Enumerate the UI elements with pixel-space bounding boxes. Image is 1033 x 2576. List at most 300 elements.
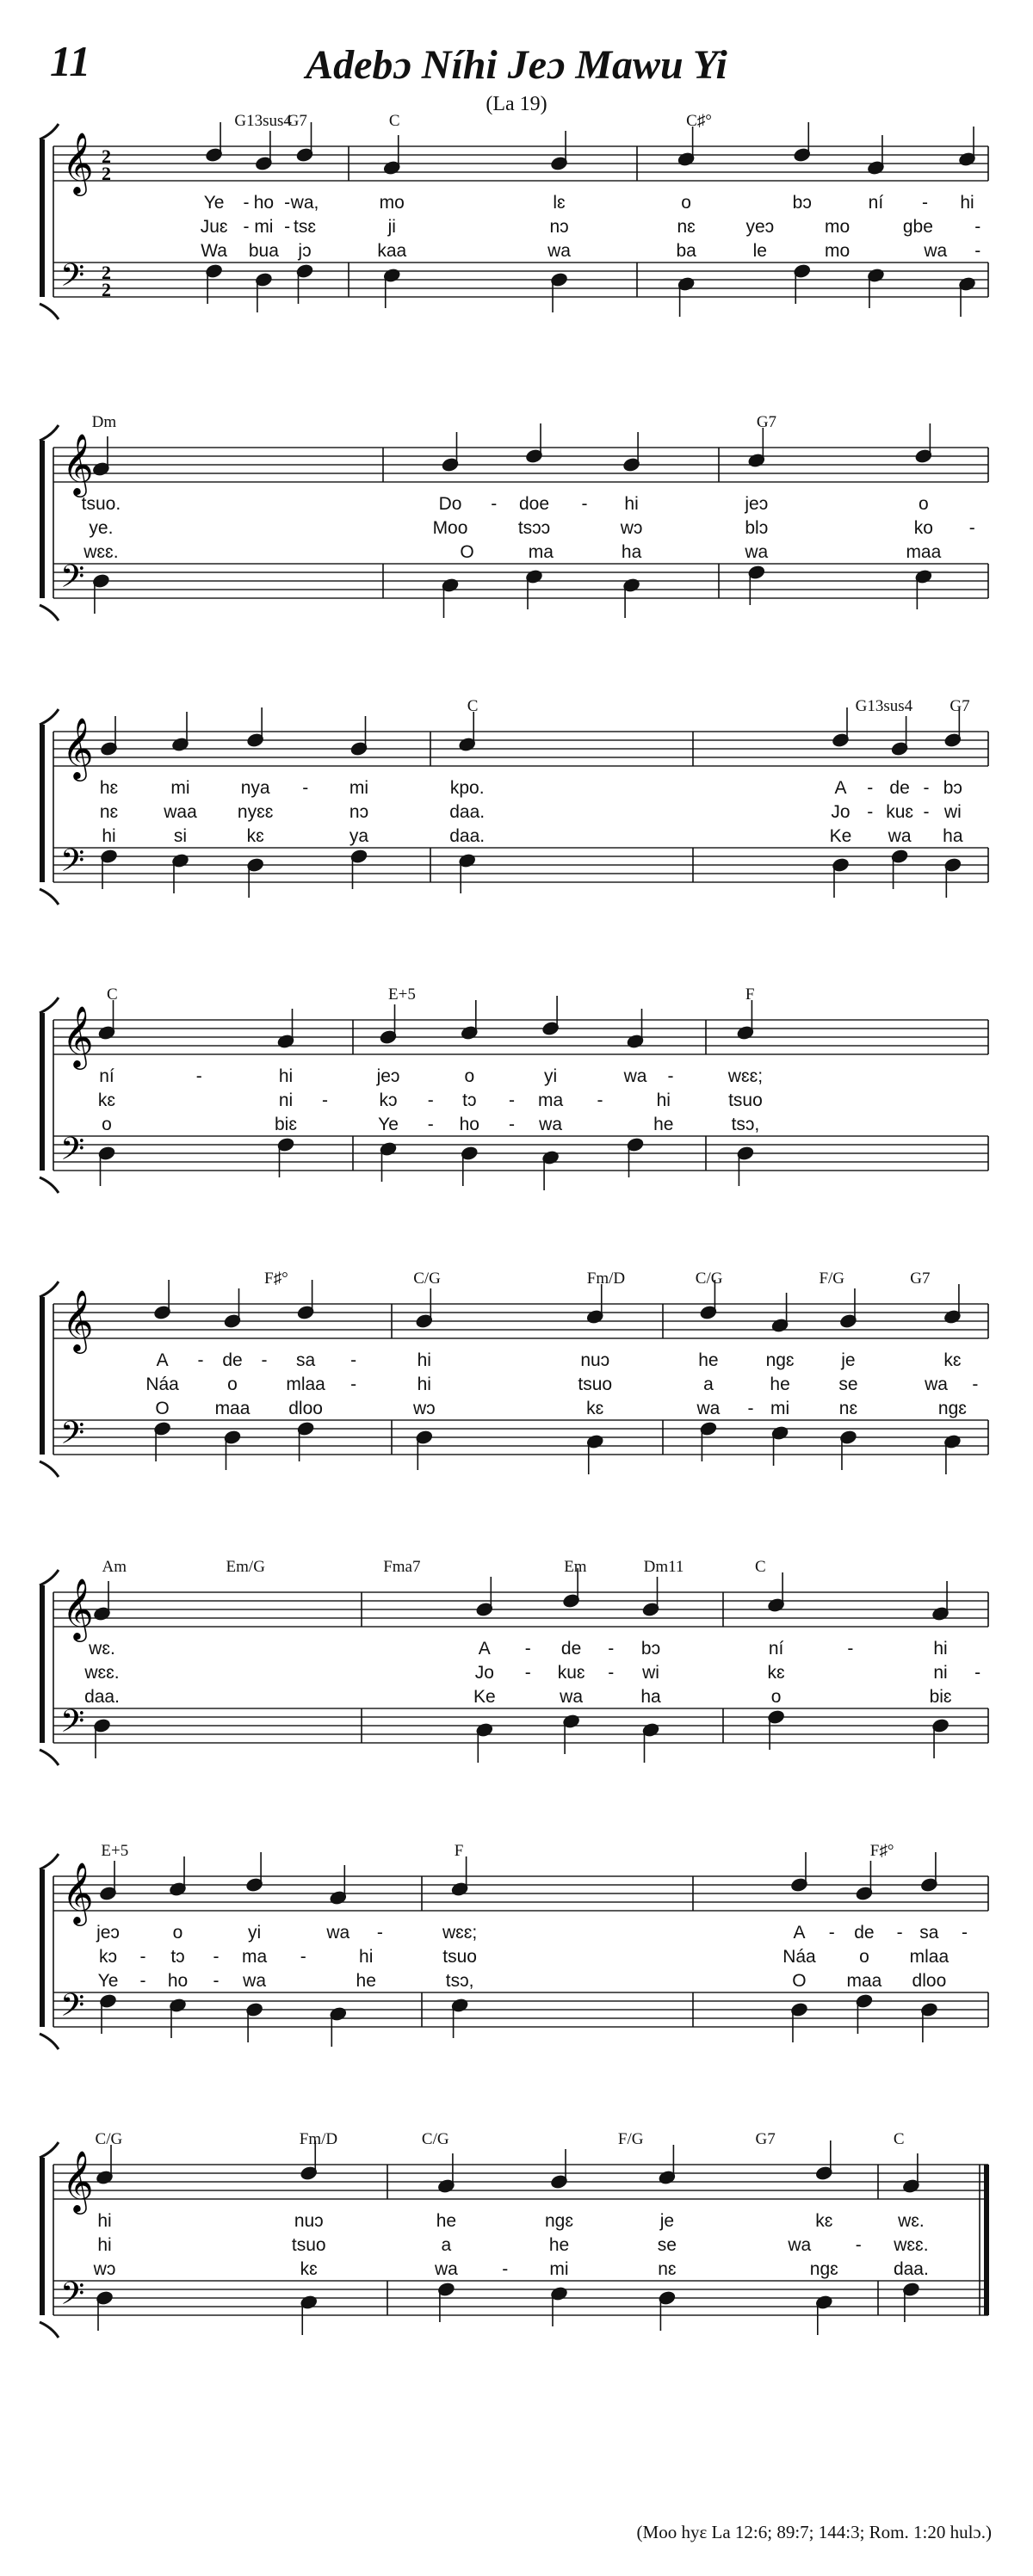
lyric-syllable: - bbox=[300, 1947, 306, 1967]
lyric-syllable: Moo bbox=[432, 518, 468, 538]
lyric-syllable: he bbox=[770, 1374, 790, 1394]
lyric-syllable: ngɛ bbox=[809, 2259, 838, 2279]
lyric-syllable: bɔ bbox=[792, 193, 812, 213]
lyric-syllable: yeɔ bbox=[745, 217, 775, 237]
final-thick-barline bbox=[984, 2165, 989, 2315]
lyric-syllable: kɛ bbox=[97, 1090, 116, 1110]
lyric-syllable: nuɔ bbox=[580, 1350, 610, 1370]
chord-symbol: G7 bbox=[949, 697, 970, 715]
lyric-syllable: - bbox=[284, 217, 291, 237]
lyric-syllable: de bbox=[889, 778, 910, 798]
lyric-syllable: wɔ bbox=[412, 1399, 436, 1418]
lyric-syllable: nyɛɛ bbox=[237, 802, 274, 822]
chord-symbol: G7 bbox=[287, 112, 307, 130]
lyric-syllable: Ke bbox=[473, 1687, 496, 1707]
lyric-syllable: jeɔ bbox=[745, 494, 769, 514]
lyric-syllable: nɔ bbox=[349, 802, 369, 822]
lyric-syllable: o bbox=[770, 1687, 782, 1707]
lyric-syllable: - bbox=[867, 778, 874, 798]
lyric-syllable: tsuo. bbox=[81, 494, 121, 514]
system-bracket bbox=[40, 1585, 45, 1743]
lyric-syllable: - bbox=[828, 1923, 835, 1943]
lyric-syllable: bɔ bbox=[640, 1639, 661, 1659]
lyric-syllable: wɛɛ; bbox=[442, 1923, 478, 1943]
lyric-syllable: ngɛ bbox=[765, 1350, 795, 1370]
bracket-bottom-curl bbox=[40, 1461, 59, 1477]
chord-symbol: C bbox=[893, 2130, 905, 2148]
lyric-syllable: - bbox=[213, 1947, 220, 1967]
lyric-syllable: mi bbox=[254, 217, 274, 237]
lyric-syllable: kuɛ bbox=[886, 802, 914, 822]
lyric-syllable: wɔ bbox=[93, 2259, 116, 2279]
lyric-syllable: maa bbox=[214, 1399, 251, 1418]
treble-time-signature-top: 2 bbox=[102, 145, 111, 167]
lyric-syllable: - bbox=[322, 1090, 328, 1110]
lyric-syllable: hi bbox=[97, 2235, 112, 2255]
chord-symbol: Em bbox=[564, 1558, 587, 1576]
lyric-syllable: hi bbox=[960, 193, 974, 213]
lyric-syllable: tsuo bbox=[728, 1090, 763, 1110]
bass-clef: 𝄢 bbox=[60, 2276, 85, 2320]
bracket-bottom-curl bbox=[40, 605, 59, 621]
lyric-syllable: - bbox=[974, 241, 981, 261]
lyric-syllable: he bbox=[356, 1971, 376, 1991]
lyric-syllable: doe bbox=[518, 494, 550, 514]
lyric-syllable: - bbox=[139, 1947, 146, 1967]
lyric-syllable: Ke bbox=[829, 826, 852, 846]
lyric-syllable: gbe bbox=[902, 217, 933, 237]
chord-symbol: C/G bbox=[95, 2130, 123, 2148]
lyric-syllable: si bbox=[173, 826, 188, 846]
lyric-syllable: hi bbox=[624, 494, 639, 514]
lyric-syllable: de bbox=[560, 1639, 582, 1659]
lyric-syllable: yi bbox=[248, 1923, 262, 1943]
bracket-top-curl bbox=[40, 1854, 59, 1869]
lyric-syllable: ma bbox=[528, 542, 554, 562]
system-2 bbox=[40, 413, 988, 621]
lyric-syllable: daa. bbox=[893, 2259, 929, 2279]
chord-symbol: C/G bbox=[421, 2130, 449, 2148]
lyric-syllable: de bbox=[222, 1350, 243, 1370]
treble-clef: 𝄞 bbox=[62, 1288, 94, 1351]
lyric-syllable: kɔ bbox=[379, 1090, 398, 1110]
lyric-syllable: - bbox=[376, 1923, 383, 1943]
lyric-syllable: A bbox=[793, 1923, 806, 1943]
system-1 bbox=[40, 112, 988, 319]
system-3 bbox=[40, 697, 988, 905]
lyric-syllable: Jo bbox=[474, 1663, 494, 1683]
lyric-syllable: le bbox=[752, 241, 767, 261]
bass-clef: 𝄢 bbox=[60, 257, 85, 301]
lyric-syllable: mo bbox=[824, 217, 851, 237]
lyric-syllable: - bbox=[197, 1350, 204, 1370]
lyric-syllable: wɛɛ; bbox=[727, 1066, 764, 1086]
lyric-syllable: se bbox=[838, 1374, 858, 1394]
lyric-syllable: sa bbox=[919, 1923, 939, 1943]
lyric-syllable: hi bbox=[417, 1350, 431, 1370]
lyric-syllable: Ye bbox=[378, 1115, 399, 1134]
lyric-syllable: Juɛ bbox=[200, 217, 228, 237]
system-bracket bbox=[40, 441, 45, 598]
lyric-syllable: nɛ bbox=[838, 1399, 858, 1418]
system-bracket bbox=[40, 2158, 45, 2315]
lyric-syllable: - bbox=[524, 1639, 531, 1659]
lyric-syllable: jeɔ bbox=[376, 1066, 400, 1086]
lyric-syllable: ni bbox=[933, 1663, 948, 1683]
lyric-syllable: sa bbox=[296, 1350, 316, 1370]
bass-clef: 𝄢 bbox=[60, 1131, 85, 1175]
lyric-syllable: mi bbox=[770, 1399, 790, 1418]
lyric-syllable: biɛ bbox=[929, 1687, 952, 1707]
chord-symbol: F bbox=[454, 1842, 464, 1860]
lyric-syllable: ní bbox=[99, 1066, 114, 1086]
lyric-syllable: - bbox=[747, 1399, 754, 1418]
lyric-syllable: je bbox=[841, 1350, 856, 1370]
lyric-syllable: O bbox=[792, 1971, 807, 1991]
lyric-syllable: bɔ bbox=[943, 778, 962, 798]
lyric-syllable: ha bbox=[621, 542, 642, 562]
lyric-syllable: he bbox=[436, 2211, 457, 2231]
lyric-syllable: o bbox=[172, 1923, 183, 1943]
lyric-syllable: - bbox=[923, 778, 930, 798]
lyric-syllable: hi bbox=[417, 1374, 431, 1394]
system-bracket bbox=[40, 1297, 45, 1455]
lyric-syllable: kɛ bbox=[300, 2259, 318, 2279]
lyric-syllable: o bbox=[681, 193, 691, 213]
lyric-syllable: wɛɛ. bbox=[84, 1663, 120, 1683]
bass-time-signature-bottom: 2 bbox=[102, 279, 111, 300]
lyric-syllable: ha bbox=[943, 826, 963, 846]
lyric-syllable: wɛɛ. bbox=[84, 542, 119, 562]
lyric-syllable: kaa bbox=[377, 241, 407, 261]
lyric-syllable: ngɛ bbox=[937, 1399, 967, 1418]
lyric-syllable: ho bbox=[459, 1115, 479, 1134]
lyric-syllable: daa. bbox=[449, 826, 486, 846]
lyric-syllable: wa bbox=[788, 2235, 812, 2255]
lyric-syllable: de bbox=[854, 1923, 875, 1943]
lyric-syllable: ní bbox=[768, 1639, 784, 1659]
chord-symbol: Fm/D bbox=[299, 2130, 338, 2148]
treble-clef: 𝄞 bbox=[62, 1861, 94, 1924]
system-bracket bbox=[40, 1013, 45, 1171]
lyric-syllable: Ye bbox=[97, 1971, 119, 1991]
lyric-syllable: wa bbox=[925, 1374, 948, 1394]
lyric-syllable: - bbox=[427, 1090, 434, 1110]
lyric-syllable: ho bbox=[253, 193, 275, 213]
chord-symbol: C/G bbox=[413, 1269, 441, 1288]
lyric-syllable: biɛ bbox=[275, 1115, 297, 1134]
lyric-syllable: Náa bbox=[145, 1374, 179, 1394]
lyric-syllable: mi bbox=[549, 2259, 569, 2279]
chord-symbol: Dm bbox=[91, 413, 117, 431]
hymn-number: 11 bbox=[50, 37, 91, 85]
lyric-syllable: tɔ bbox=[170, 1947, 185, 1967]
lyric-syllable: wa bbox=[888, 826, 912, 846]
lyric-syllable: Ye bbox=[203, 193, 225, 213]
lyric-syllable: - bbox=[350, 1350, 357, 1370]
lyric-syllable: - bbox=[243, 217, 250, 237]
lyric-syllable: tɔ bbox=[462, 1090, 477, 1110]
lyric-syllable: lɛ bbox=[553, 193, 566, 213]
lyric-syllable: he bbox=[653, 1115, 674, 1134]
lyric-syllable: Náa bbox=[782, 1947, 816, 1967]
chord-symbol: F/G bbox=[617, 2130, 644, 2148]
lyric-syllable: o bbox=[464, 1066, 475, 1086]
lyric-syllable: hi bbox=[933, 1639, 948, 1659]
chord-symbol: E+5 bbox=[388, 985, 416, 1004]
bracket-top-curl bbox=[40, 425, 59, 441]
chord-symbol: G7 bbox=[755, 2130, 776, 2148]
bracket-top-curl bbox=[40, 2142, 59, 2158]
system-bracket bbox=[40, 1869, 45, 2027]
system-8 bbox=[40, 2130, 989, 2338]
lyric-syllable: - bbox=[974, 1663, 981, 1683]
bracket-top-curl bbox=[40, 124, 59, 139]
treble-clef: 𝄞 bbox=[62, 716, 94, 779]
lyric-syllable: - bbox=[509, 1090, 515, 1110]
chord-symbol: C bbox=[388, 112, 400, 130]
lyric-syllable: tsuo bbox=[578, 1374, 613, 1394]
lyric-syllable: - bbox=[261, 1350, 268, 1370]
bracket-bottom-curl bbox=[40, 1750, 59, 1765]
lyric-syllable: O bbox=[460, 542, 474, 562]
chord-symbol: G7 bbox=[756, 413, 777, 431]
lyric-syllable: - bbox=[139, 1971, 146, 1991]
chord-symbol: C bbox=[754, 1558, 766, 1576]
lyric-syllable: - bbox=[968, 518, 975, 538]
treble-time-signature-bottom: 2 bbox=[102, 163, 111, 184]
chord-symbol: F♯° bbox=[264, 1269, 288, 1288]
lyric-syllable: kuɛ bbox=[557, 1663, 585, 1683]
bass-clef: 𝄢 bbox=[60, 1415, 85, 1459]
lyric-syllable: mlaa bbox=[286, 1374, 325, 1394]
lyric-syllable: tsuo bbox=[442, 1947, 477, 1967]
lyric-syllable: - bbox=[922, 193, 929, 213]
chord-symbol: C♯° bbox=[686, 112, 712, 130]
lyric-syllable: wa bbox=[326, 1923, 350, 1943]
lyric-syllable: ni bbox=[278, 1090, 294, 1110]
lyric-syllable: wa bbox=[560, 1687, 584, 1707]
chord-symbol: G13sus4 bbox=[234, 112, 292, 130]
lyric-syllable: daa. bbox=[449, 802, 486, 822]
bracket-bottom-curl bbox=[40, 889, 59, 905]
lyric-syllable: wa bbox=[539, 1115, 563, 1134]
lyric-syllable: a bbox=[441, 2235, 452, 2255]
lyric-syllable: tsɔ, bbox=[445, 1971, 474, 1991]
bracket-top-curl bbox=[40, 1282, 59, 1297]
lyric-syllable: ba bbox=[676, 241, 696, 261]
lyric-syllable: ní bbox=[868, 193, 884, 213]
lyric-syllable: - bbox=[581, 494, 588, 514]
treble-clef: 𝄞 bbox=[62, 131, 94, 194]
lyric-syllable: wa bbox=[547, 241, 571, 261]
lyric-syllable: ma bbox=[242, 1947, 268, 1967]
lyric-syllable: - bbox=[974, 217, 981, 237]
lyric-syllable: - bbox=[667, 1066, 674, 1086]
lyric-syllable: wa bbox=[434, 2259, 458, 2279]
lyric-syllable: A bbox=[156, 1350, 169, 1370]
bass-clef: 𝄢 bbox=[60, 559, 85, 602]
lyric-syllable: kɛ bbox=[246, 826, 264, 846]
lyric-syllable: wa bbox=[696, 1399, 721, 1418]
lyric-syllable: a bbox=[703, 1374, 714, 1394]
lyric-syllable: kɛ bbox=[767, 1663, 785, 1683]
chord-symbol: C bbox=[107, 985, 118, 1004]
lyric-syllable: nɔ bbox=[549, 217, 569, 237]
lyric-syllable: ya bbox=[349, 826, 369, 846]
lyric-syllable: A bbox=[834, 778, 847, 798]
lyric-syllable: se bbox=[657, 2235, 677, 2255]
lyric-syllable: - bbox=[847, 1639, 854, 1659]
lyric-syllable: Do bbox=[438, 494, 462, 514]
lyric-syllable: mi bbox=[170, 778, 190, 798]
lyric-syllable: kɛ bbox=[943, 1350, 962, 1370]
system-4 bbox=[40, 985, 988, 1193]
lyric-syllable: - bbox=[491, 494, 498, 514]
lyric-syllable: mlaa bbox=[909, 1947, 949, 1967]
chord-symbol: E+5 bbox=[101, 1842, 129, 1860]
lyric-syllable: tsɛ bbox=[294, 217, 316, 237]
scripture-references: (Moo hyɛ La 12:6; 89:7; 144:3; Rom. 1:20 hulɔ.) bbox=[636, 2522, 992, 2542]
lyric-syllable: wɛɛ. bbox=[894, 2235, 929, 2255]
chord-symbol: G13sus4 bbox=[855, 697, 913, 715]
lyric-syllable: he bbox=[698, 1350, 719, 1370]
lyric-syllable: wa bbox=[924, 241, 948, 261]
lyric-syllable: ho bbox=[167, 1971, 189, 1991]
lyric-syllable: o bbox=[919, 494, 929, 514]
lyric-syllable: hi bbox=[102, 826, 116, 846]
chord-symbol: Am bbox=[102, 1558, 127, 1576]
lyric-syllable: wi bbox=[943, 802, 962, 822]
lyric-syllable: - bbox=[427, 1115, 434, 1134]
lyric-syllable: kɛ bbox=[815, 2211, 833, 2231]
lyric-syllable: tsɔɔ bbox=[517, 518, 551, 538]
lyric-syllable: - bbox=[195, 1066, 202, 1086]
system-bracket bbox=[40, 139, 45, 297]
lyric-syllable: - bbox=[524, 1663, 531, 1683]
lyric-syllable: kɔ bbox=[99, 1947, 117, 1967]
chord-symbol: Fm/D bbox=[586, 1269, 626, 1288]
lyric-syllable: wa bbox=[243, 1971, 267, 1991]
lyric-syllable: o bbox=[227, 1374, 238, 1394]
lyric-syllable: je bbox=[659, 2211, 675, 2231]
lyric-syllable: ma bbox=[538, 1090, 564, 1110]
bracket-bottom-curl bbox=[40, 304, 59, 319]
lyric-syllable: wa, bbox=[290, 193, 319, 213]
chord-symbol: Fma7 bbox=[383, 1558, 421, 1576]
lyric-syllable: mi bbox=[349, 778, 369, 798]
treble-clef: 𝄞 bbox=[62, 1004, 94, 1067]
chord-symbol: Dm11 bbox=[643, 1558, 684, 1576]
lyric-syllable: maa bbox=[846, 1971, 882, 1991]
chord-symbol: C/G bbox=[695, 1269, 723, 1288]
lyric-syllable: - bbox=[972, 1374, 979, 1394]
lyric-syllable: - bbox=[509, 1115, 515, 1134]
lyric-syllable: nɛ bbox=[677, 217, 696, 237]
lyric-syllable: tsuo bbox=[291, 2235, 326, 2255]
chord-symbol: F/G bbox=[819, 1269, 845, 1288]
lyric-syllable: O bbox=[155, 1399, 170, 1418]
lyric-syllable: nɛ bbox=[658, 2259, 677, 2279]
treble-clef: 𝄞 bbox=[62, 432, 94, 495]
chord-symbol: F♯° bbox=[869, 1842, 894, 1860]
lyric-syllable: kpo. bbox=[449, 778, 485, 798]
chord-symbol: C bbox=[467, 697, 479, 715]
lyric-syllable: wa bbox=[745, 542, 769, 562]
lyric-syllable: o bbox=[102, 1115, 112, 1134]
bass-clef: 𝄢 bbox=[60, 1987, 85, 2031]
bracket-bottom-curl bbox=[40, 2034, 59, 2049]
lyric-syllable: nuɔ bbox=[294, 2211, 324, 2231]
lyric-syllable: mo bbox=[379, 193, 405, 213]
lyric-syllable: hi bbox=[278, 1066, 294, 1086]
bracket-bottom-curl bbox=[40, 1177, 59, 1193]
bass-clef: 𝄢 bbox=[60, 843, 85, 886]
lyric-syllable: wɔ bbox=[620, 518, 643, 538]
lyric-syllable: bua bbox=[248, 241, 279, 261]
lyric-syllable: yi bbox=[544, 1066, 558, 1086]
system-6 bbox=[40, 1558, 988, 1765]
lyric-syllable: kɛ bbox=[586, 1399, 604, 1418]
lyric-syllable: - bbox=[597, 1090, 603, 1110]
bass-clef: 𝄢 bbox=[60, 1703, 85, 1747]
lyric-syllable: hɛ bbox=[99, 778, 119, 798]
chord-symbol: Em/G bbox=[226, 1558, 265, 1576]
lyric-syllable: - bbox=[284, 193, 291, 213]
lyric-syllable: nɛ bbox=[99, 802, 119, 822]
lyric-syllable: waa bbox=[164, 802, 197, 822]
lyric-syllable: - bbox=[608, 1639, 615, 1659]
lyric-syllable: ye. bbox=[89, 518, 114, 538]
lyric-syllable: hi bbox=[359, 1947, 374, 1967]
lyric-syllable: blɔ bbox=[745, 518, 769, 538]
treble-clef: 𝄞 bbox=[62, 1577, 94, 1640]
lyric-syllable: hi bbox=[656, 1090, 671, 1110]
lyric-syllable: - bbox=[302, 778, 309, 798]
lyric-syllable: mo bbox=[824, 241, 851, 261]
lyric-syllable: - bbox=[213, 1971, 220, 1991]
lyric-syllable: - bbox=[867, 802, 874, 822]
lyric-syllable: - bbox=[855, 2235, 862, 2255]
bracket-top-curl bbox=[40, 1570, 59, 1585]
system-5 bbox=[40, 1269, 988, 1477]
lyric-syllable: wɛ. bbox=[898, 2211, 925, 2231]
lyric-syllable: wa bbox=[623, 1066, 647, 1086]
lyric-syllable: ha bbox=[640, 1687, 661, 1707]
lyric-syllable: he bbox=[548, 2235, 570, 2255]
lyric-syllable: - bbox=[350, 1374, 357, 1394]
psalm-reference: (La 19) bbox=[486, 93, 547, 115]
lyric-syllable: jeɔ bbox=[96, 1923, 120, 1943]
lyric-syllable: - bbox=[502, 2259, 509, 2279]
lyric-syllable: ji bbox=[387, 217, 396, 237]
lyric-syllable: daa. bbox=[84, 1687, 120, 1707]
lyric-syllable: - bbox=[896, 1923, 903, 1943]
bracket-top-curl bbox=[40, 998, 59, 1013]
lyric-syllable: hi bbox=[97, 2211, 112, 2231]
bass-time-signature-top: 2 bbox=[102, 262, 111, 283]
system-bracket bbox=[40, 725, 45, 882]
hymn-title: Adebɔ Níhi Jeɔ Mawu Yi bbox=[306, 42, 727, 88]
lyric-syllable: - bbox=[923, 802, 930, 822]
lyric-syllable: - bbox=[608, 1663, 615, 1683]
lyric-syllable: ko bbox=[913, 518, 933, 538]
bracket-bottom-curl bbox=[40, 2322, 59, 2338]
lyric-syllable: - bbox=[243, 193, 250, 213]
lyric-syllable: tsɔ, bbox=[731, 1115, 760, 1134]
lyric-syllable: ngɛ bbox=[545, 2211, 573, 2231]
chord-symbol: G7 bbox=[910, 1269, 931, 1288]
